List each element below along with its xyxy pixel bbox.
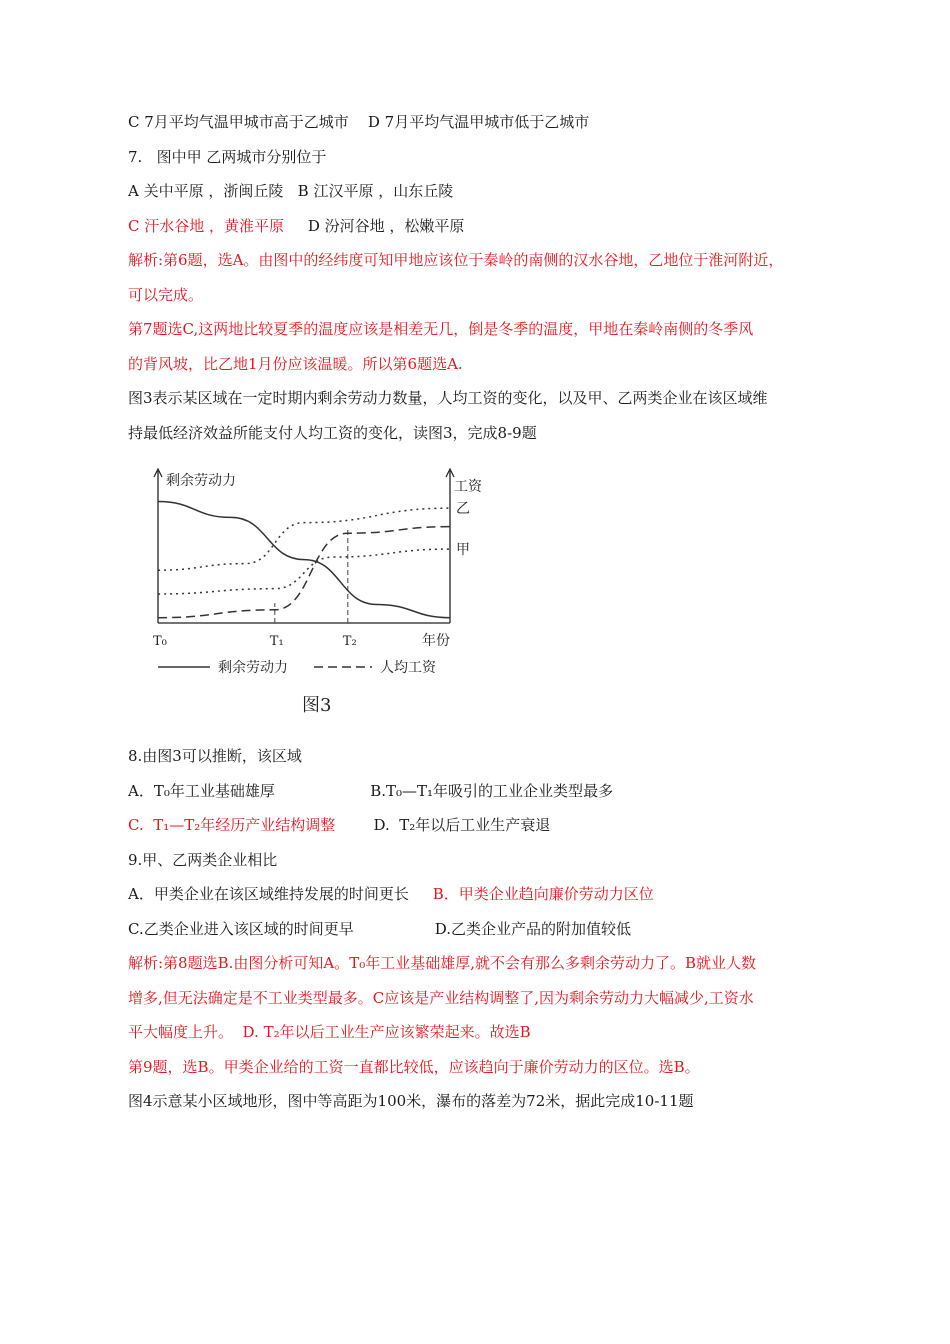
text-line [128,1091,848,1126]
question-text: A．甲类企业在该区域维持发展的时间更长 [128,885,409,903]
text-line [128,746,848,781]
text-line [128,850,848,885]
question-text [409,885,433,903]
text-line [128,354,848,389]
text-line [128,884,848,919]
series-line-dotted [158,508,450,570]
question-text [349,113,368,131]
series-line-solid [158,502,450,618]
text-block-bottom [128,746,848,1126]
question-text [354,920,435,938]
legend-label: 人均工资 [380,660,436,676]
text-line [128,988,848,1023]
x-tick-label: T₀ [153,634,167,649]
question-text: 图3表示某区域在一定时期内剩余劳动力数量，人均工资的变化，以及甲、乙两类企业在该区域维 [128,389,768,407]
answer-text: B．甲类企业趋向廉价劳动力区位 [432,885,654,903]
text-line [128,953,848,988]
text-line [128,1057,848,1092]
figure-3 [128,461,848,736]
question-text: A．T₀年工业基础雄厚 [128,781,275,800]
question-text [335,816,373,834]
text-line [128,147,848,182]
answer-text: C 汗水谷地 ，黄淮平原 [128,216,285,235]
question-text: 8.由图3可以推断，该区域 [128,747,302,765]
question-text: 7. 图中甲 乙两城市分别位于 [128,147,327,166]
answer-text: 第7题选C,这两地比较夏季的温度应该是相差无几，倒是冬季的温度，甲地在秦岭南侧的冬季风 [128,320,754,338]
chart-svg [138,461,482,731]
question-text: B.T₀—T₁年吸引的工业企业类型最多 [370,781,614,800]
question-text: 图4示意某小区域地形，图中等高距为100米，瀑布的落差为72米，据此完成10-11题 [128,1092,694,1110]
document-page [128,112,848,1126]
x-tick-label: T₂ [342,634,357,649]
question-text: D.乙类企业产品的附加值较低 [434,919,632,938]
legend-label: 剩余劳动力 [218,660,288,676]
question-text: D. T₂年以后工业生产衰退 [373,816,551,834]
text-line [128,319,848,354]
answer-text: 解析:第8题选B.由图分析可知A。T₀年工业基础雄厚,就不会有那么多剩余劳动力了。B就业人数 [128,954,757,972]
question-text: C 7月平均气温甲城市高于乙城市 [128,113,349,131]
question-text: A 关中平原 ，浙闽丘陵 B 江汉平原 ，山东丘陵 [128,182,454,200]
text-line [128,285,848,320]
text-line [128,216,848,251]
x-tick-label: T₁ [269,634,284,649]
question-text: C.乙类企业进入该区域的时间更早 [128,919,354,938]
question-text [275,782,370,800]
answer-text: 可以完成。 [128,285,204,304]
question-text: 持最低经济效益所能支付人均工资的变化，读图3，完成8-9题 [128,423,537,442]
text-line [128,1022,848,1057]
text-line [128,423,848,458]
question-text: D 7月平均气温甲城市低于乙城市 [367,113,590,131]
question-text: 9.甲、乙两类企业相比 [128,850,278,869]
answer-text: 平大幅度上升。 D. T₂年以后工业生产应该繁荣起来。故选B [128,1023,531,1041]
text-line [128,815,848,850]
text-line [128,388,848,423]
series-label: 乙 [456,501,470,518]
text-line [128,181,848,216]
text-block-top [128,112,848,457]
answer-text: 第9题，选B。甲类企业给的工资一直都比较低，应该趋向于廉价劳动力的区位。选B。 [128,1057,700,1076]
text-line [128,112,848,147]
answer-text: 解析:第6题，选A。由图中的经纬度可知甲地应该位于秦岭的南侧的汉水谷地，乙地位于淮河附近， [128,251,784,269]
series-label: 甲 [456,542,470,559]
answer-text: 增多,但无法确定是不工业类型最多。C应该是产业结构调整了,因为剩余劳动力大幅减少,工资水 [128,988,754,1007]
x-axis-label: 年份 [422,633,450,649]
text-line [128,781,848,816]
answer-text: 的背风坡，比乙地1月份应该温暖。所以第6题选A. [128,354,463,373]
y-right-label: 工资 [454,479,482,495]
text-line [128,250,848,285]
question-text: D 汾河谷地 ，松嫩平原 [284,216,465,235]
answer-text: C. T₁—T₂年经历产业结构调整 [128,816,336,834]
figure-caption: 图3 [302,695,332,716]
text-line [128,919,848,954]
y-left-label: 剩余劳动力 [166,473,236,489]
